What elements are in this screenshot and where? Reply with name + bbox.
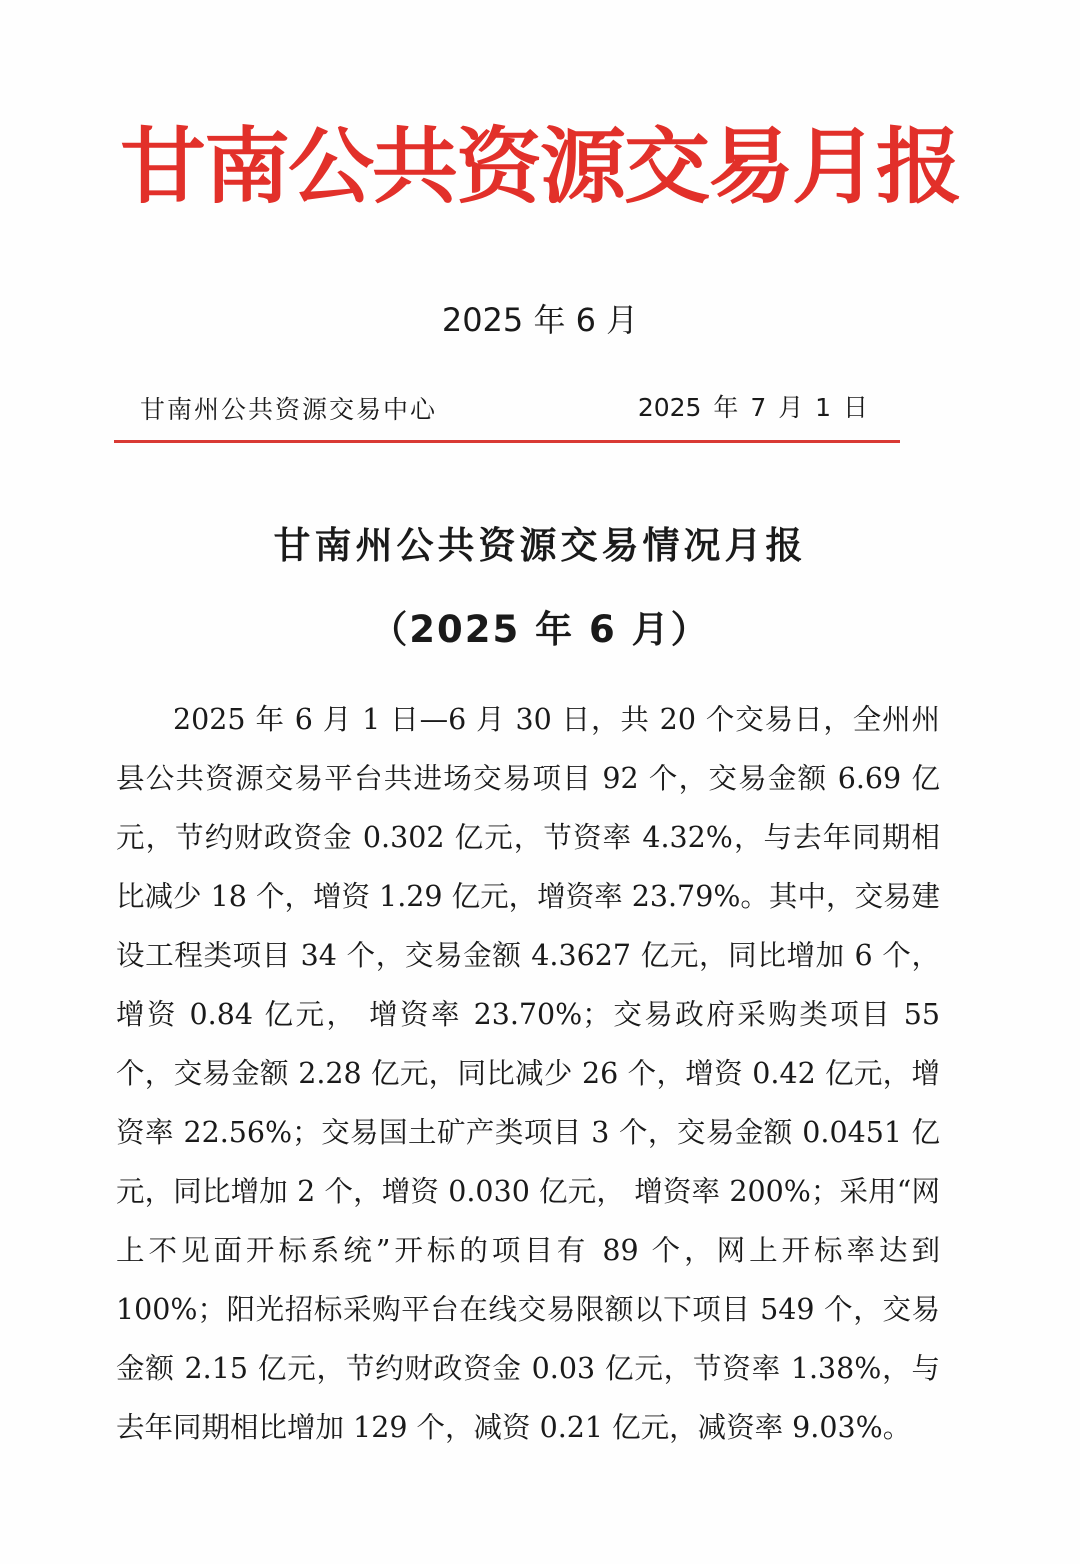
masthead-title: 甘南公共资源交易月报 [120, 119, 960, 215]
issue-month: 2025 年 6 月 [441, 301, 639, 339]
issue-date: 2025 年 7 月 1 日 [637, 393, 868, 422]
document-subtitle: （2025 年 6 月） [370, 608, 710, 651]
red-divider-rule [114, 440, 900, 443]
body-paragraph: 2025 年 6 月 1 日—6 月 30 日，共 20 个交易日，全州州县公共资源交易平台共进场交易项目 92 个，交易金额 6.69 亿元，节约财政资金 0.302 亿元，节资率 4.32%，与去年同期相比减少 18 个，增资 1.29 亿元，增资率 23.79%。其中，交易建设工程类项目 34 个，交易金额 4.3627 亿元，同比增加 6 个，增资 0.84 亿元， 增资率 23.70%；交易政府采购类项目 55 个，交易金额 2.28 亿元，同比减少 26 个，增资 0.42 亿元，增资率 22.56%；交易国土矿产类项目 3 个，交易金额 0.0451 亿元，同比增加 2 个，增资 0.030 亿元， 增资率 200%；采用“网上不见面开标系统”开标的项目有 89 个，网上开标率达到 100%；阳光招标采购平台在线交易限额以下项目 549 个，交易金额 2.15 亿元，节约财政资金 0.03 亿元，节资率 1.38%，与去年同期相比增加 129 个，减资 0.21 亿元，减资率 9.03%。 [116, 703, 940, 1444]
document-title: 甘南州公共资源交易情况月报 [273, 524, 807, 567]
issuer-name: 甘南州公共资源交易中心 [140, 395, 438, 424]
